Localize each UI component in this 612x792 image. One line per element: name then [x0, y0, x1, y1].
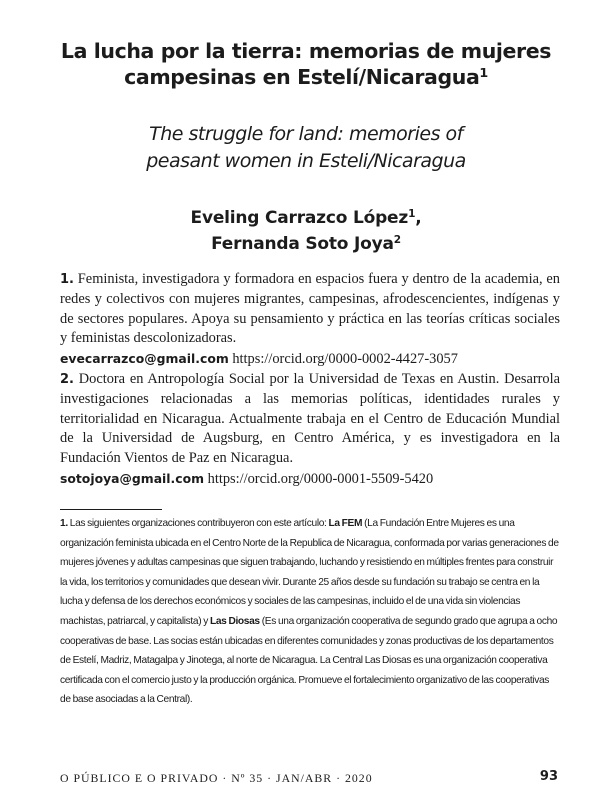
- author-1-mark: 1: [408, 208, 416, 221]
- author-list: [40, 205, 572, 257]
- affiliation-2-text: Doctora en Antropología Social por la Universidad de Texas en Austin. Desarrola investigaciones relacionadas a las memorias políticas, identidades rurales y territorialidad en Nicaragua. Actualmente trabaja en el Centro de Educación Mundial de la Universidad de Augsburg, en Centro América, y es investigadora en la Fundación Vientos de Paz en Nicaragua.: [60, 370, 560, 467]
- footnote-separator: [60, 509, 162, 510]
- affiliation-1-email[interactable]: evecarrazco@gmail.com: [60, 351, 229, 367]
- page-number: 93: [539, 769, 558, 784]
- author-1-suffix: ,: [415, 208, 422, 228]
- affiliation-2: [60, 370, 560, 490]
- author-2-name: Fernanda Soto Joya: [211, 234, 394, 254]
- affiliation-2-number: 2.: [60, 371, 74, 387]
- affiliation-1: [60, 270, 560, 370]
- title-line-1: La lucha por la tierra: memorias de mujeres: [60, 39, 552, 63]
- affiliation-1-number: 1.: [60, 272, 74, 287]
- author-affiliations: [60, 270, 560, 490]
- footnote-org-fem: La FEM: [328, 518, 363, 529]
- author-1-name: Eveling Carrazco López: [190, 208, 409, 228]
- footnote-text-1: Las siguientes organizaciones contribuyeron con este artículo:: [67, 518, 329, 529]
- footnote-text-3: (Es una organización cooperativa de segundo grado que agrupa a ocho cooperativas de base. Las socias están ubicadas en diferentes comunidades y zonas productivas de los departamentos de Estelí, Madriz, Matagalpa y Jinotega, al norte de Nicaragua. La Central Las Diosas es una organización cooperativa certificada con el comercio justo y la producción orgánica. Promueve el fortalecimiento organizativo de las cooperativas de base asociadas a la Central).: [60, 615, 558, 706]
- footnote-1-paragraph: [60, 514, 560, 710]
- title-line-2: [40, 64, 572, 90]
- footnote-text-2: (La Fundación Entre Mujeres es una organización feminista ubicada en el Centro Norte de la Republica de Nicaragua, conformada por varias generaciones de mujeres jóvenes y adultas campesinas que siguen trabajando, luchando y resistiendo en múltiples frentes para construir la vida, los territorios y comunidades que desean vivir. Durante 25 años desde su fundación su trabajo se centra en la lucha y defensa de los derechos económicos y sociales de las campesinas, incluido el de una vida sin violencias machistas, patriarcal, y capitalista) y: [60, 518, 559, 627]
- title-footnote-mark[interactable]: 1: [479, 65, 488, 81]
- title-line-2-text: campesinas en Estelí/Nicaragua: [124, 65, 480, 89]
- author-1: [40, 205, 572, 231]
- footnote-1: [60, 514, 560, 710]
- subtitle-line-1: The struggle for land: memories of: [149, 123, 463, 145]
- affiliation-1-text: Feminista, investigadora y formadora en espacios fuera y dentro de la academia, en redes y colectivos con mujeres migrantes, campesinas, afrodescencientes, indígenas y de sectores populares. Apoya su pensamiento y práctica en las teorías críticas sociales y feministas descolonizadoras.: [60, 271, 560, 347]
- author-2-mark: 2: [393, 234, 401, 247]
- affiliation-1-orcid[interactable]: https://orcid.org/0000-0002-4427-3057: [228, 351, 458, 368]
- author-2: [40, 231, 572, 257]
- affiliation-2-email[interactable]: sotojoya@gmail.com: [60, 470, 205, 486]
- running-footer: O PÚBLICO E O PRIVADO · Nº 35 · JAN/ABR · 2020: [60, 771, 373, 785]
- footnote-number: 1.: [60, 518, 68, 529]
- article-subtitle-english: [40, 121, 572, 175]
- subtitle-line-2: peasant women in Esteli/Nicaragua: [146, 150, 466, 172]
- affiliation-2-orcid[interactable]: https://orcid.org/0000-0001-5509-5420: [204, 470, 434, 487]
- article-title: [40, 38, 572, 90]
- footnote-org-las-diosas: Las Diosas: [209, 615, 260, 627]
